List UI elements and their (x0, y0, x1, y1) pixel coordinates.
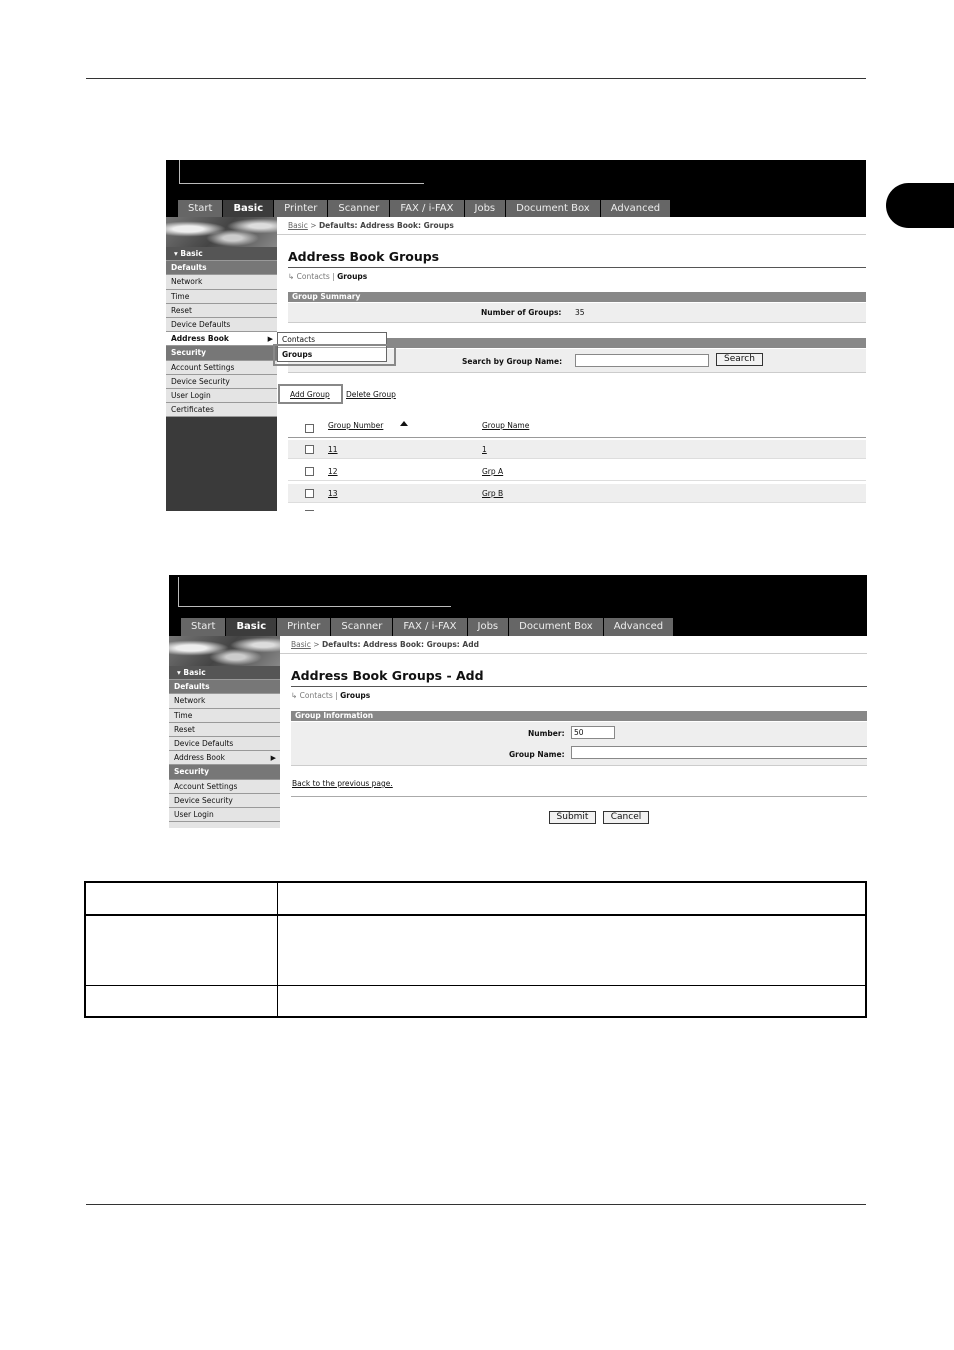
sidebar-item-user-login[interactable]: User Login (166, 389, 277, 403)
section-group-summary: Group Summary (288, 292, 866, 302)
triangle-down-icon: ▾ (177, 668, 184, 677)
table-row (288, 462, 866, 481)
groups-highlight (273, 344, 396, 366)
row-checkbox[interactable] (305, 467, 314, 476)
breadcrumb: Basic > Defaults: Address Book: Groups (288, 221, 454, 230)
nav-jobs[interactable]: Jobs (465, 200, 507, 217)
row-checkbox[interactable] (305, 489, 314, 498)
nav-scanner[interactable]: Scanner (331, 618, 393, 636)
nav-fax[interactable]: FAX / i-FAX (393, 618, 467, 636)
groups-count-label: Number of Groups: (481, 308, 562, 317)
screenshot-address-book-groups-add (169, 575, 867, 828)
sidebar-item-reset[interactable]: Reset (169, 723, 280, 737)
sidebar (166, 217, 277, 511)
subnav-groups[interactable]: Groups (340, 691, 371, 700)
subnav-contacts[interactable]: Contacts (299, 691, 333, 700)
sidebar-head-security: Security (169, 765, 280, 779)
nav-basic[interactable]: Basic (223, 200, 274, 217)
sidebar-item-network[interactable]: Network (166, 275, 277, 289)
sidebar-basic[interactable]: ▾ Basic (169, 666, 280, 680)
sub-nav: ↳ Contacts | Groups (288, 272, 368, 281)
nav-advanced[interactable]: Advanced (601, 200, 671, 217)
nav-document-box[interactable]: Document Box (509, 618, 604, 636)
group-number-link[interactable]: 13 (328, 489, 338, 498)
top-rule (86, 78, 866, 79)
flyout-contacts[interactable]: Contacts (282, 335, 316, 344)
group-name-label: Group Name: (509, 750, 565, 759)
sidebar-item-device-security[interactable]: Device Security (166, 375, 277, 389)
sidebar-photo (169, 636, 280, 666)
sidebar-item-address-book[interactable]: Address Book ▶ (166, 332, 277, 346)
nav-jobs[interactable]: Jobs (468, 618, 510, 636)
sidebar-item-network[interactable]: Network (169, 694, 280, 708)
sidebar-item-account-settings[interactable]: Account Settings (166, 361, 277, 375)
breadcrumb: Basic > Defaults: Address Book: Groups: Add (291, 640, 479, 649)
number-input[interactable]: 50 (571, 726, 615, 739)
triangle-down-icon: ▾ (174, 249, 181, 258)
sidebar-item-device-security[interactable]: Device Security (169, 794, 280, 808)
back-link[interactable]: Back to the previous page. (292, 779, 393, 788)
row-checkbox[interactable] (305, 510, 314, 511)
sidebar-item-time[interactable]: Time (166, 290, 277, 304)
bottom-rule (86, 1204, 866, 1205)
table-row (288, 506, 866, 511)
top-nav (169, 618, 867, 636)
subnav-groups[interactable]: Groups (337, 272, 368, 281)
search-button[interactable]: Search (716, 353, 763, 366)
subnav-contacts[interactable]: Contacts (296, 272, 330, 281)
flyout-groups[interactable]: Groups (278, 347, 386, 361)
chapter-tab-marker (886, 183, 954, 228)
sidebar-item-user-login[interactable]: User Login (169, 808, 280, 822)
col-group-number[interactable]: Group Number (328, 421, 384, 430)
nav-start[interactable]: Start (181, 618, 226, 636)
sidebar-item-time[interactable]: Time (169, 709, 280, 723)
sidebar-basic[interactable]: ▾ Basic (166, 247, 277, 261)
select-all-checkbox[interactable] (305, 424, 314, 433)
sidebar-head-defaults: Defaults (166, 261, 277, 275)
table-row (288, 440, 866, 459)
main-content (280, 636, 867, 828)
groups-count: 35 (575, 308, 585, 317)
sidebar-item-reset[interactable]: Reset (166, 304, 277, 318)
nav-advanced[interactable]: Advanced (604, 618, 674, 636)
sidebar-photo (166, 217, 277, 247)
return-arrow-icon: ↳ (288, 272, 297, 281)
nav-scanner[interactable]: Scanner (328, 200, 390, 217)
page-title: Address Book Groups (288, 249, 440, 264)
add-group-link[interactable]: Add Group (290, 390, 330, 399)
group-name-link[interactable]: Grp A (482, 467, 504, 476)
sidebar-head-security: Security (166, 346, 277, 360)
row-checkbox[interactable] (305, 445, 314, 454)
sort-ascending-icon[interactable] (400, 421, 408, 426)
group-number-link[interactable]: 11 (328, 445, 338, 454)
triangle-right-icon: ▶ (270, 754, 276, 763)
delete-group-link[interactable]: Delete Group (346, 390, 396, 399)
logo-area (179, 160, 424, 184)
search-label: Search by Group Name: (462, 357, 563, 366)
cancel-button[interactable]: Cancel (603, 811, 649, 824)
sidebar-item-address-book[interactable]: Address Book ▶ (169, 751, 280, 765)
submit-button[interactable]: Submit (549, 811, 596, 824)
settings-table (84, 881, 867, 1018)
group-number-link[interactable]: 12 (328, 467, 338, 476)
group-name-link[interactable]: Grp B (482, 489, 504, 498)
search-input[interactable] (575, 354, 709, 367)
triangle-right-icon: ▶ (267, 335, 273, 344)
sidebar-item-device-defaults[interactable]: Device Defaults (169, 737, 280, 751)
sidebar-item-certificates[interactable]: Certificates (166, 403, 277, 417)
nav-fax[interactable]: FAX / i-FAX (390, 200, 464, 217)
sidebar-item-partial[interactable] (169, 822, 280, 828)
number-label: Number: (528, 729, 565, 738)
nav-printer[interactable]: Printer (274, 200, 328, 217)
col-group-name[interactable]: Group Name (482, 421, 530, 430)
group-name-input[interactable] (571, 746, 867, 759)
return-arrow-icon: ↳ (291, 691, 300, 700)
sidebar (169, 636, 280, 828)
section-group-information: Group Information (291, 711, 867, 721)
table-row (288, 484, 866, 503)
nav-document-box[interactable]: Document Box (506, 200, 601, 217)
nav-start[interactable]: Start (178, 200, 223, 217)
summary-panel (288, 303, 866, 323)
nav-basic[interactable]: Basic (226, 618, 277, 636)
group-info-panel (291, 722, 867, 766)
header-bar (169, 575, 867, 618)
sub-nav: ↳ Contacts | Groups (291, 691, 371, 700)
logo-area (178, 577, 451, 607)
sidebar-item-device-defaults[interactable]: Device Defaults (166, 318, 277, 332)
page-title: Address Book Groups - Add (291, 668, 484, 683)
nav-printer[interactable]: Printer (277, 618, 331, 636)
header-bar (166, 160, 866, 200)
top-nav (166, 200, 866, 217)
sidebar-head-defaults: Defaults (169, 680, 280, 694)
screenshot-address-book-groups (166, 160, 866, 511)
table-header (288, 418, 866, 438)
group-name-link[interactable]: 1 (482, 445, 487, 454)
sidebar-item-account-settings[interactable]: Account Settings (169, 780, 280, 794)
